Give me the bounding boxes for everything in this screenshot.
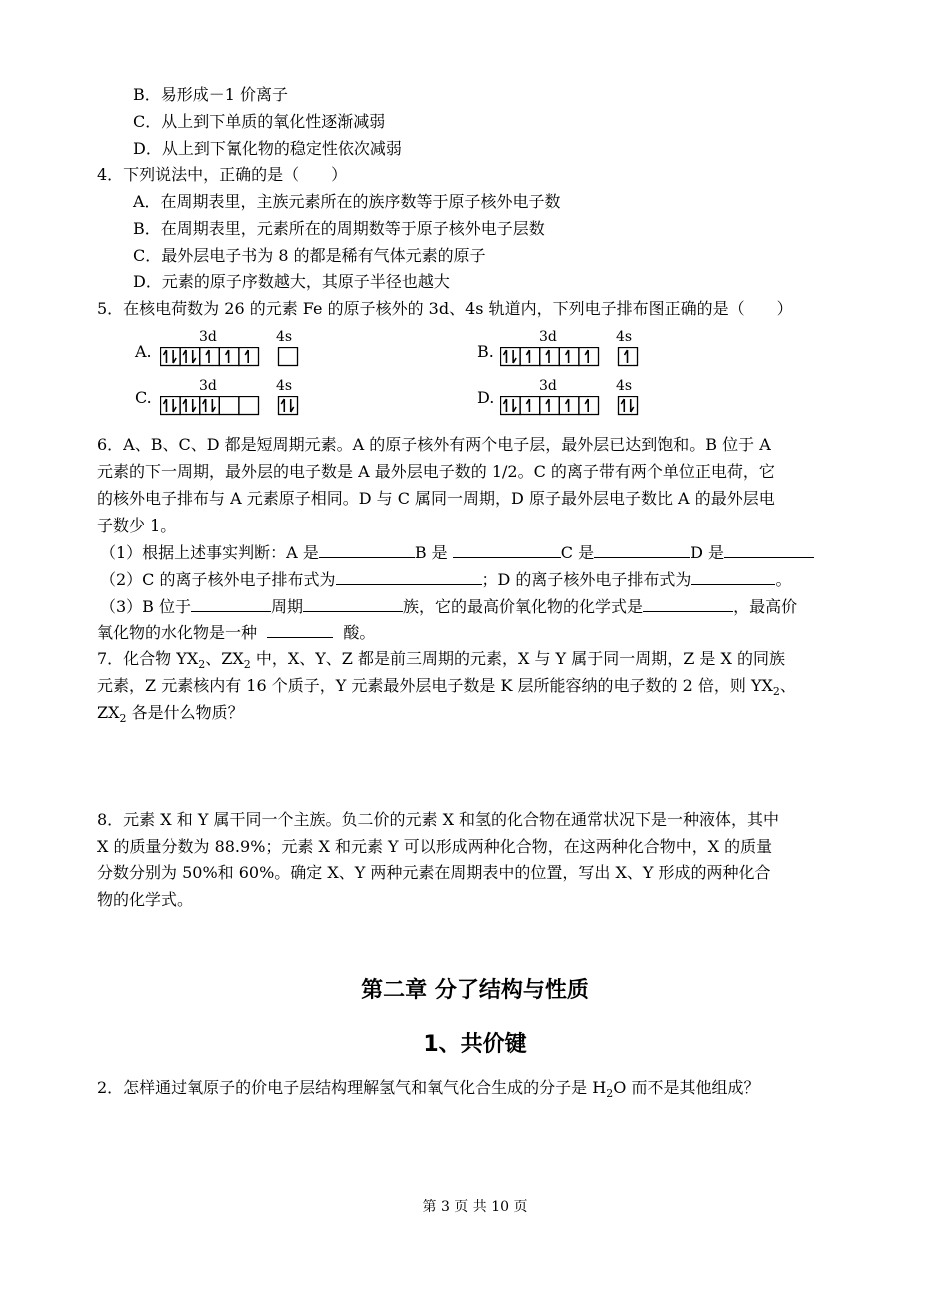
spin-up-arrow-icon <box>183 350 186 363</box>
spin-up-arrow-icon <box>206 350 209 363</box>
q5-option-a-letter: A. <box>135 342 152 361</box>
q2-text: O 而不是其他组成？ <box>613 1078 760 1097</box>
section-title: 1、共价键 <box>423 1032 527 1057</box>
q5-option-b-diagram <box>500 347 640 367</box>
orbital-label-4s: 4s <box>276 378 293 394</box>
spin-down-arrow-icon <box>291 399 294 412</box>
q6-part-3-end: ，最高价 <box>733 597 798 616</box>
spin-down-arrow-icon <box>513 350 516 363</box>
subscript: 2 <box>119 712 127 726</box>
q4-option-d: D．元素的原子序数越大，其原子半径也越大 <box>133 272 450 291</box>
spin-up-arrow-icon <box>566 399 569 412</box>
q6-line-4: 子数少 1。 <box>97 516 177 535</box>
spin-up-arrow-icon <box>625 350 628 363</box>
q5-option-c-letter: C. <box>135 388 152 407</box>
spin-down-arrow-icon <box>513 399 516 412</box>
q6-part-3 <box>100 595 797 618</box>
q7-text: 中，X、Y、Z 都是前三周期的元素，X 与 Y 属于同一周期，Z 是 X 的同族 <box>250 649 785 668</box>
page-footer: 第 3 页 共 10 页 <box>422 1199 528 1215</box>
spin-down-arrow-icon <box>631 399 634 412</box>
subscript: 2 <box>198 658 206 672</box>
q6-part-3-line-2b: 酸。 <box>343 623 376 642</box>
orbital-label-4s: 4s <box>616 378 633 394</box>
q8-line-1: 8．元素 X 和 Y 属干同一个主族。负二价的元素 X 和氢的化合物在通常状况下是一种液体，其中 <box>97 810 780 829</box>
orbital-label-3d: 3d <box>539 378 557 394</box>
q8-line-4: 物的化学式。 <box>97 890 194 909</box>
q5-stem: 5．在核电荷数为 26 的元素 Fe 的原子核外的 3d、4s 轨道内，下列电子排布图正确的是（ ） <box>97 299 793 318</box>
q5-option-b-letter: B. <box>477 342 494 361</box>
subscript: 2 <box>772 685 780 699</box>
q8-line-3: 分数分别为 50%和 60%。确定 X、Y 两种元素在周期表中的位置，写出 X、Y 形成的两种化合 <box>97 863 771 882</box>
orbital-label-3d: 3d <box>199 378 217 394</box>
q3-option-c: C．从上到下单质的氧化性逐渐减弱 <box>133 112 386 131</box>
answer-blank-a[interactable] <box>319 541 415 558</box>
orbital-box-3d <box>161 348 181 366</box>
q6-part-3-prefix: （3）B 位于 <box>100 597 192 616</box>
spin-up-arrow-icon <box>203 399 206 412</box>
q5-option-d-letter: D. <box>477 388 495 407</box>
q7-text: 元素，Z 元素核内有 16 个质子，Y 元素最外层电子数是 K 层所能容纳的电子数的 2 倍，则 YX <box>97 676 773 695</box>
q6-part-1-b: B 是 <box>414 543 448 562</box>
orbital-label-3d: 3d <box>539 329 557 345</box>
q7-text: ZX <box>97 703 120 722</box>
answer-blank-d[interactable] <box>724 541 814 558</box>
spin-up-arrow-icon <box>621 399 624 412</box>
q6-part-1-c: C 是 <box>560 543 595 562</box>
spin-up-arrow-icon <box>503 350 506 363</box>
spin-up-arrow-icon <box>566 350 569 363</box>
spin-up-arrow-icon <box>163 350 166 363</box>
answer-blank-acid[interactable] <box>267 621 333 638</box>
spin-up-arrow-icon <box>503 399 506 412</box>
spin-down-arrow-icon <box>212 399 215 412</box>
q7-text: 各是什么物质？ <box>126 703 244 722</box>
orbital-label-4s: 4s <box>616 329 633 345</box>
spin-up-arrow-icon <box>183 399 186 412</box>
q5-option-d-diagram <box>500 396 640 416</box>
q6-part-3-period: 周期 <box>271 597 304 616</box>
q4-option-a: A．在周期表里，主族元素所在的族序数等于原子核外电子数 <box>133 192 561 211</box>
spin-up-arrow-icon <box>163 399 166 412</box>
orbital-box-3d <box>239 397 259 415</box>
q7-text: 、ZX <box>205 649 244 668</box>
answer-blank-b[interactable] <box>453 541 561 558</box>
q6-part-1-d: D 是 <box>690 543 725 562</box>
spin-down-arrow-icon <box>173 350 176 363</box>
orbital-box-4s <box>619 397 638 415</box>
q4-option-b: B．在周期表里，元素所在的周期数等于原子核外电子层数 <box>133 219 545 238</box>
q2-line <box>97 1077 759 1105</box>
answer-blank-c[interactable] <box>594 541 690 558</box>
spin-up-arrow-icon <box>546 350 549 363</box>
orbital-box-3d <box>180 348 200 366</box>
q7-line-3 <box>97 702 244 730</box>
q3-option-b: B．易形成－1 价离子 <box>133 85 289 104</box>
subscript: 2 <box>243 658 251 672</box>
q5-option-a-diagram <box>160 347 300 367</box>
orbital-box-3d <box>180 397 200 415</box>
spin-down-arrow-icon <box>193 350 196 363</box>
answer-blank-d-ion[interactable] <box>691 568 775 585</box>
q6-part-2 <box>100 568 791 591</box>
spin-up-arrow-icon <box>226 350 229 363</box>
spin-up-arrow-icon <box>585 350 588 363</box>
q6-line-1: 6．A、B、C、D 都是短周期元素。A 的原子核外有两个电子层，最外层已达到饱和。B 位于 A <box>97 435 771 454</box>
spin-up-arrow-icon <box>526 350 529 363</box>
q6-part-1-prefix: （1）根据上述事实判断：A 是 <box>100 543 319 562</box>
q6-part-2-prefix: （2）C 的离子核外电子排布式为 <box>100 570 336 589</box>
answer-blank-group[interactable] <box>303 595 403 612</box>
q6-part-3-line-2a: 氧化物的水化物是一种 <box>97 623 258 642</box>
q6-part-3-group: 族，它的最高价氧化物的化学式是 <box>403 597 644 616</box>
q6-part-3-line-2 <box>97 621 375 644</box>
q7-text: 、 <box>779 676 796 695</box>
answer-blank-c-ion[interactable] <box>336 568 482 585</box>
q8-line-2: X 的质量分数为 88.9%；元素 X 和元素 Y 可以形成两种化合物，在这两种化合物中，X 的质量 <box>97 837 773 856</box>
spin-up-arrow-icon <box>281 399 284 412</box>
spin-up-arrow-icon <box>526 399 529 412</box>
chapter-title: 第二章 分了结构与性质 <box>361 978 589 1003</box>
q7-line-2 <box>97 675 796 703</box>
spin-down-arrow-icon <box>173 399 176 412</box>
orbital-label-4s: 4s <box>276 329 293 345</box>
spin-up-arrow-icon <box>245 350 248 363</box>
orbital-box-3d <box>219 397 239 415</box>
orbital-box-4s <box>279 348 298 366</box>
orbital-box-3d <box>161 397 181 415</box>
q6-line-2: 元素的下一周期，最外层的电子数是 A 最外层电子数的 1/2。C 的离子带有两个单位正电荷，它 <box>97 462 775 481</box>
q6-part-1 <box>100 541 814 564</box>
q4-option-c: C．最外层电子书为 8 的都是稀有气体元素的原子 <box>133 246 486 265</box>
q7-line-1 <box>97 648 785 676</box>
q7-text: 7．化合物 YX <box>97 649 199 668</box>
q2-text: 2．怎样通过氧原子的价电子层结构理解氢气和氧气化合生成的分子是 H <box>97 1078 607 1097</box>
q6-part-2-end: 。 <box>775 570 792 589</box>
q6-line-3: 的核外电子排布与 A 元素原子相同。D 与 C 属同一周期，D 原子最外层电子数比 A 的最外层电 <box>97 489 775 508</box>
spin-down-arrow-icon <box>193 399 196 412</box>
spin-up-arrow-icon <box>585 399 588 412</box>
orbital-box-3d <box>501 348 521 366</box>
subscript: 2 <box>606 1087 614 1101</box>
spin-up-arrow-icon <box>546 399 549 412</box>
answer-blank-period[interactable] <box>191 595 271 612</box>
q5-option-c-diagram <box>160 396 300 416</box>
orbital-box-3d <box>501 397 521 415</box>
q6-part-2-mid: ；D 的离子核外电子排布式为 <box>481 570 692 589</box>
orbital-label-3d: 3d <box>199 329 217 345</box>
orbital-box-3d <box>200 397 220 415</box>
orbital-box-4s <box>279 397 298 415</box>
q3-option-d: D．从上到下氰化物的稳定性依次减弱 <box>133 139 402 158</box>
q4-stem: 4．下列说法中，正确的是（ ） <box>97 165 348 184</box>
answer-blank-oxide[interactable] <box>643 595 733 612</box>
